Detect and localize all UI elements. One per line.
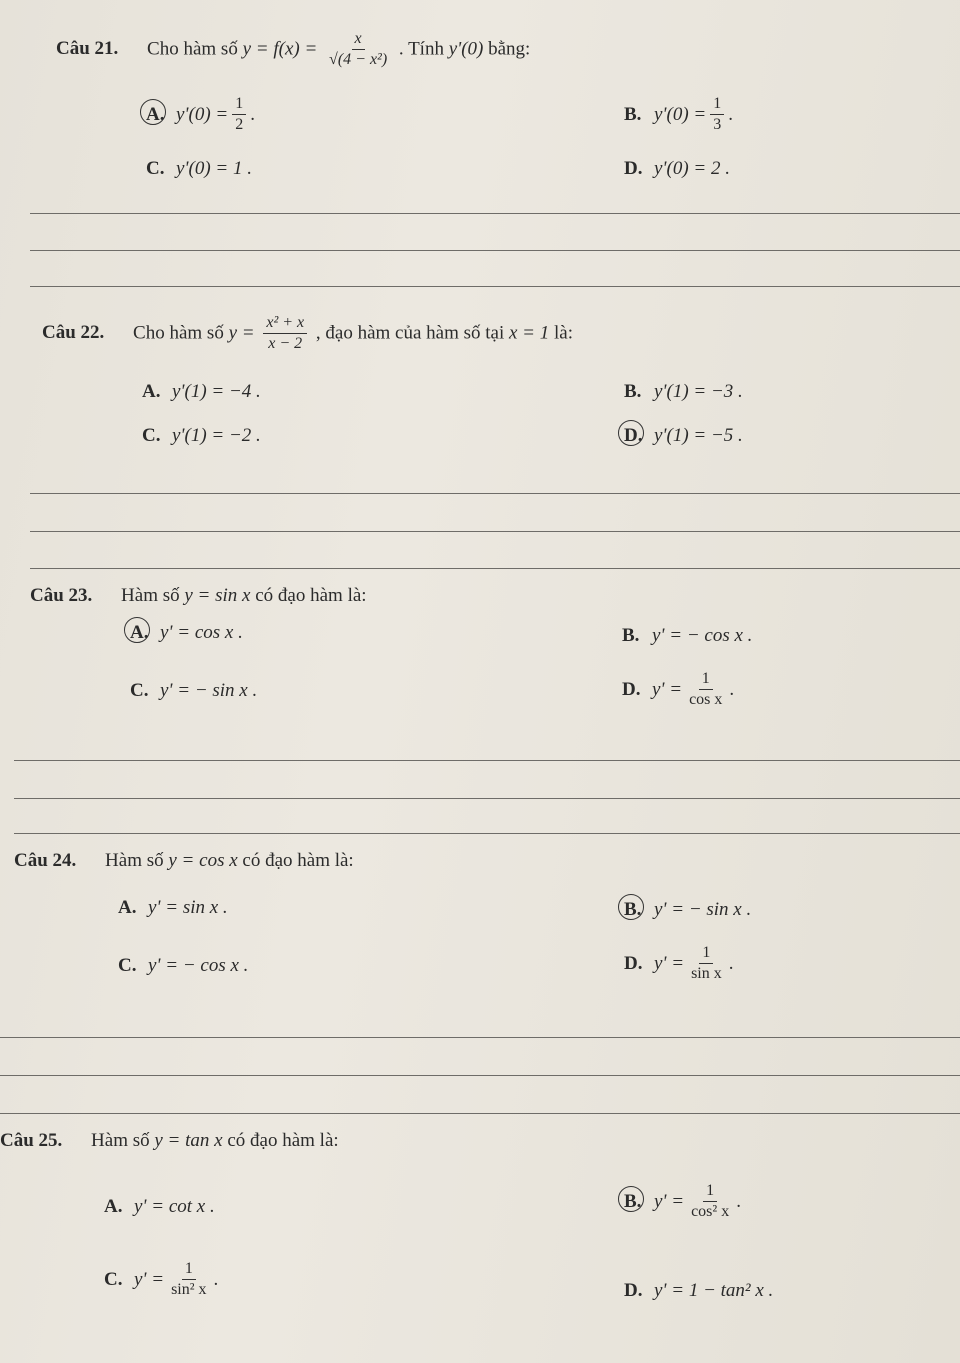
answer-line: [30, 493, 960, 494]
stem-formula: y =: [228, 322, 255, 344]
option-a[interactable]: [130, 622, 243, 644]
question-stem: [42, 314, 573, 354]
option-tail: .: [728, 952, 734, 974]
option-b[interactable]: [624, 95, 733, 135]
answer-line: [0, 1037, 960, 1038]
option-letter: D.: [624, 425, 654, 447]
fraction-denominator: √(4 − x²): [329, 51, 388, 69]
answer-line: [14, 833, 960, 834]
answer-line: [30, 531, 960, 532]
option-letter: D.: [624, 1280, 643, 1301]
option-formula: y'(1) = −5 .: [654, 425, 743, 446]
fraction-numerator: 1: [703, 1182, 717, 1202]
stem-text: . Tính: [398, 38, 444, 60]
fraction-numerator: 1: [182, 1260, 196, 1280]
stem-text: Hàm số: [91, 1130, 150, 1151]
stem-formula: y'(0): [448, 38, 484, 60]
option-tail: .: [213, 1268, 219, 1290]
option-letter: D.: [622, 678, 641, 700]
option-letter: D.: [624, 158, 643, 179]
option-letter: A.: [130, 622, 160, 644]
option-a[interactable]: [104, 1196, 215, 1218]
fraction-denominator: cos x: [689, 691, 723, 709]
option-b[interactable]: [624, 1182, 741, 1222]
question-number: Câu 22.: [42, 322, 105, 344]
option-formula: y' = 1 − tan² x .: [654, 1280, 774, 1301]
fraction-numerator: 1: [232, 95, 246, 115]
option-formula: y' = − sin x .: [160, 680, 258, 701]
option-formula: y' =: [134, 1268, 165, 1290]
option-formula: y'(0) = 2 .: [654, 158, 730, 179]
option-fraction: [688, 944, 725, 984]
question-number: Câu 23.: [30, 585, 93, 606]
stem-text: Cho hàm số: [133, 322, 224, 344]
option-formula: y' =: [654, 1190, 685, 1212]
question-number: Câu 25.: [0, 1130, 63, 1151]
option-fraction: [232, 95, 246, 135]
option-fraction: [710, 95, 724, 135]
stem-text: có đạo hàm là:: [255, 585, 367, 606]
option-tail: .: [728, 103, 733, 125]
option-tail: .: [250, 103, 255, 125]
fraction-numerator: 1: [710, 95, 724, 115]
option-b[interactable]: [624, 899, 751, 921]
option-letter: A.: [104, 1196, 123, 1217]
option-tail: .: [736, 1190, 741, 1212]
stem-text: bằng:: [488, 38, 531, 60]
stem-text: là:: [554, 322, 574, 344]
option-formula: y' = sin x .: [148, 897, 228, 918]
option-formula: y' = cos x .: [160, 622, 243, 643]
stem-text: Cho hàm số: [147, 38, 238, 60]
option-d[interactable]: [624, 1280, 773, 1302]
stem-fraction: [263, 314, 307, 354]
answer-line: [0, 1075, 960, 1076]
option-formula: y'(1) = −2 .: [172, 425, 261, 446]
option-d[interactable]: [624, 425, 743, 447]
option-formula: y' =: [654, 952, 685, 974]
stem-formula: y = f(x) =: [242, 38, 318, 60]
option-tail: .: [729, 678, 735, 700]
option-letter: D.: [624, 952, 643, 974]
option-d[interactable]: [624, 944, 734, 984]
option-a[interactable]: [118, 897, 228, 919]
fraction-denominator: 3: [713, 116, 722, 134]
option-letter: B.: [622, 625, 640, 646]
stem-formula: x = 1: [509, 322, 550, 344]
question-stem: [30, 585, 367, 607]
option-formula: y'(0) =: [654, 103, 707, 125]
option-letter: A.: [142, 381, 161, 402]
option-formula: y' = − cos x .: [652, 625, 753, 646]
option-fraction: [688, 1182, 732, 1222]
option-b[interactable]: [622, 625, 752, 647]
fraction-numerator: x: [352, 30, 365, 50]
answer-line: [14, 798, 960, 799]
option-a[interactable]: [146, 95, 255, 135]
option-d[interactable]: [622, 670, 734, 710]
option-b[interactable]: [624, 381, 743, 403]
option-fraction: [686, 670, 725, 710]
option-formula: y'(1) = −3 .: [654, 381, 743, 402]
option-formula: y'(0) =: [176, 103, 229, 125]
stem-fraction: [326, 30, 390, 70]
fraction-denominator: x − 2: [268, 335, 303, 353]
option-letter: B.: [624, 103, 642, 125]
stem-text: Hàm số: [105, 850, 164, 871]
fraction-denominator: 2: [235, 116, 244, 134]
stem-text: , đạo hàm của hàm số tại: [315, 322, 505, 344]
option-letter: A.: [146, 104, 176, 126]
answer-line: [30, 213, 960, 214]
answer-line: [30, 250, 960, 251]
stem-text: có đạo hàm là:: [227, 1130, 339, 1151]
stem-text: có đạo hàm là:: [242, 850, 354, 871]
fraction-numerator: 1: [699, 670, 713, 690]
option-letter: C.: [130, 680, 149, 701]
option-letter: C.: [104, 1268, 123, 1290]
stem-text: Hàm số: [121, 585, 180, 606]
question-stem: [56, 30, 530, 70]
stem-formula: y = sin x: [184, 585, 251, 606]
option-c[interactable]: [118, 955, 248, 977]
option-letter: C.: [118, 955, 137, 976]
question-number: Câu 21.: [56, 38, 119, 60]
option-letter: C.: [146, 158, 165, 179]
option-formula: y' = − sin x .: [654, 899, 752, 920]
stem-formula: y = cos x: [168, 850, 238, 871]
option-c[interactable]: [146, 158, 252, 180]
question-stem: [0, 1130, 339, 1152]
answer-line: [14, 760, 960, 761]
option-c[interactable]: [104, 1260, 218, 1300]
fraction-numerator: 1: [699, 944, 713, 964]
option-formula: y'(1) = −4 .: [172, 381, 261, 402]
option-formula: y' = cot x .: [134, 1196, 215, 1217]
option-formula: y' = − cos x .: [148, 955, 249, 976]
question-stem: [14, 850, 354, 872]
option-d[interactable]: [624, 158, 730, 180]
answer-line: [0, 1113, 960, 1114]
option-letter: B.: [624, 381, 642, 402]
answer-line: [30, 568, 960, 569]
option-a[interactable]: [142, 381, 261, 403]
option-c[interactable]: [142, 425, 261, 447]
stem-formula: y = tan x: [154, 1130, 223, 1151]
option-letter: C.: [142, 425, 161, 446]
option-fraction: [168, 1260, 209, 1300]
fraction-denominator: sin x: [691, 965, 722, 983]
fraction-denominator: cos² x: [691, 1203, 730, 1221]
option-formula: y'(0) = 1 .: [176, 158, 252, 179]
option-formula: y' =: [652, 678, 683, 700]
option-letter: B.: [624, 899, 654, 921]
fraction-numerator: x² + x: [263, 314, 307, 334]
option-letter: A.: [118, 897, 137, 918]
option-c[interactable]: [130, 680, 257, 702]
option-letter: B.: [624, 1191, 654, 1213]
question-number: Câu 24.: [14, 850, 77, 871]
answer-line: [30, 286, 960, 287]
fraction-denominator: sin² x: [171, 1281, 207, 1299]
